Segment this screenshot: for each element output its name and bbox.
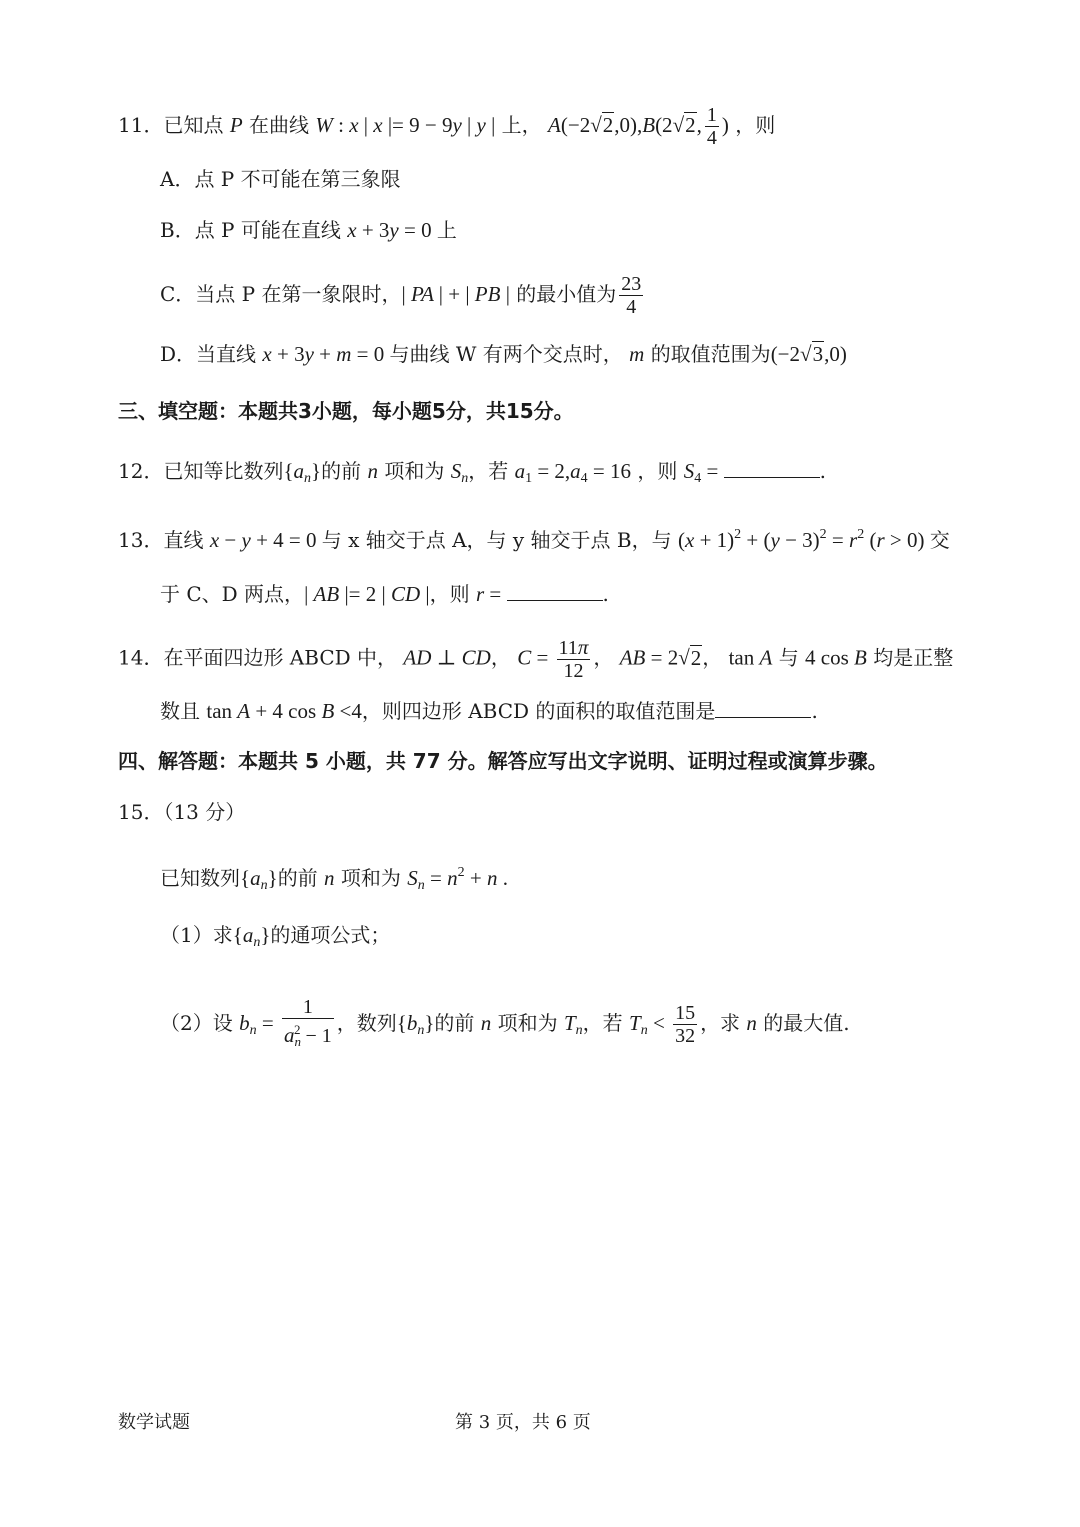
section-3-heading: 三、填空题：本题共3小题，每小题5分，共15分。 (118, 399, 574, 423)
q15-number: 15．（13 分） (118, 800, 246, 824)
q11-option-b: B．点 P 可能在直线 x + 3y = 0 上 (160, 218, 457, 242)
q13-line1: 13．直线 x − y + 4 = 0 与 x 轴交于点 A，与 y 轴交于点 B，与 $(x + 1)^2 + (y - 3)^2 = r^2$ (r > 0) 交 (118, 527, 950, 552)
q12-text: 12．已知等比数列$\{a_n\}$的前 n 项和为 $S_n$，若 $a_1 = 2,a_4 = 16$ ，则 $S_4$ = . (118, 455, 826, 494)
q15-intro: 已知数列$\{a_n\}$的前 n 项和为 $S_n = n^2 + n$ . (160, 865, 508, 893)
q14-number: 14． (118, 645, 164, 670)
q12-number: 12． (118, 459, 164, 483)
q11-number: 11． (118, 113, 164, 137)
q14-line1: 14．在平面四边形 ABCD 中， AD ⊥ CD， C = $\frac{11\pi}{12}$ ， AB = 2√2， tan A 与 4 cos B 均是正整 (118, 635, 954, 682)
q11-option-c: C．当点 P 在第一象限时，| PA | + | PB | 的最小值为 $\frac{23}{4}$ (160, 273, 642, 318)
q12-answer-blank[interactable] (724, 455, 820, 478)
q13-answer-blank[interactable] (507, 578, 603, 601)
q15-part-2: （2）设 $b_n$ = $\frac{1}{a_n^2 - 1}$ ，数列$\{b_n\}$的前 n 项和为 $T_n$，若 $T_n$ < $\frac{15}{32}$ ，求 n 的最大值. (160, 996, 850, 1049)
q14-answer-blank[interactable] (715, 695, 811, 718)
q13-number: 13． (118, 528, 164, 552)
q13-line2: 于 C、D 两点，| AB |= 2 | CD |，则 r = . (160, 578, 609, 609)
footer-page-number: 第 3 页，共 6 页 (455, 1412, 591, 1433)
q11-option-d: D．当直线 x + 3y + m = 0 与曲线 W 有两个交点时， m 的取值范围为(−2√3,0) (160, 342, 847, 366)
q11-stem: 11．已知点 P 在曲线 W : x | x |= 9 − 9y | y | 上， A(−2√2,0),B(2√2, $\frac{1}{4}$ ) ，则 (118, 104, 776, 149)
q15-part-1: （1）求$\{a_n\}$的通项公式； (160, 923, 391, 950)
q14-line2: 数且 tan A + 4 cos B <4，则四边形 ABCD 的面积的取值范围是 . (160, 695, 818, 726)
q11-option-a: A．点 P 不可能在第三象限 (160, 167, 401, 191)
footer-subject: 数学试题 (118, 1412, 190, 1433)
section-4-heading: 四、解答题：本题共 5 小题，共 77 分。解答应写出文字说明、证明过程或演算步骤。 (118, 749, 888, 773)
